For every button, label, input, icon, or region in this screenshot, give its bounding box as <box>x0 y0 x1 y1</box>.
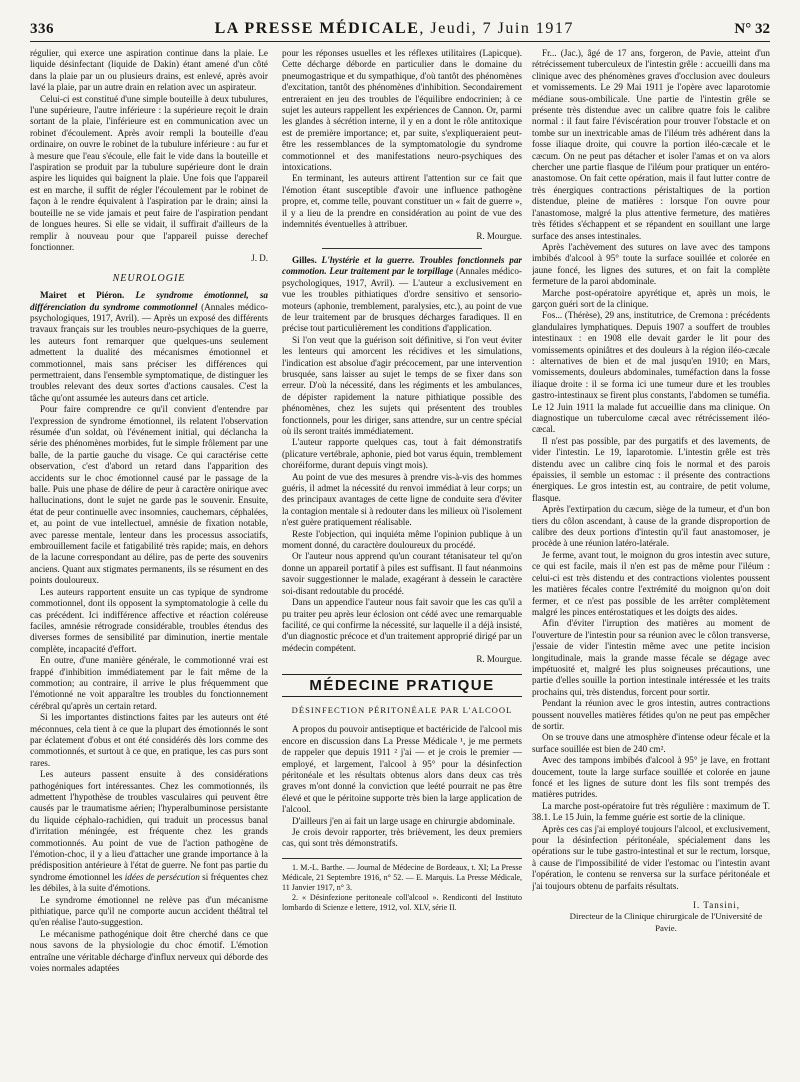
paragraph: D'ailleurs j'en ai fait un large usage en chirurgie abdominale. <box>292 815 515 826</box>
journal-title-line <box>215 20 574 38</box>
paragraph: Le syndrome émotionnel ne relève pas d'un mécanisme pithiatique, parce qu'il ne comporte aucun accident théâtral tel qu'en réalise l'auto-suggestion. <box>30 894 268 928</box>
author-role: Directeur de la Clinique chirurgicale de l'Université de Pavie. <box>569 911 763 933</box>
paragraph: Pour faire comprendre ce qu'il convient d'entendre par l'expression de syndrome émotionnel, ils relatent l'observation résumée d'un soldat, où l'événement initial, qui déclancha la série des phénomènes morbides, fut le simple frôlement par une balle, de la partie gauche du visage. Ce qui caractérise cette observation, c'est d'abord un retard dans l'apparition des accidents sur le choc émotionnel causé par le passage de la balle. Puis une phase de délire de peur à caractère onirique avec hallucinations, dont le sujet ne garde pas le souvenir. Ensuite, état de peur continuelle avec insomnies, cauchemars, céphalées, et, au point de vue intellectuel, amnésie de fixation notable, avec paresse mentale, lenteur dans les processus associatifs, embrouillement facile et fatigabilité très rapide; mais, en dehors de la lacune correspondant au délire, pas de perte des souvenirs anciens. Quant aux stigmates permanents, ils se résument en des points douloureux. <box>30 404 268 586</box>
article-heading: DÉSINFECTION PÉRITONÉALE PAR L'ALCOOL <box>291 704 513 715</box>
article-authors: Mairet et Piéron. <box>40 290 125 301</box>
paragraph: Fos... (Thérèse), 29 ans, institutrice, de Cremona : précédents glandulaires lymphatiques. Depuis 1907 a souffert de troubles intestinaux : en 1908 elle devait garder le lit pour des vomissements opiniâtres et des douleurs à la région iléo-cæcale : alternatives de bien et de mal jusqu'en 1910; en Mars, vomissements, douleurs abdominales, tuméfaction dans la fosse iliaque droite : il se forma ici une tumeur dure et les troubles gastro-intestinaux se firent plus constants, l'abdomen se tuméfia. Le 12 Juin 1911 la malade fut accueillie dans ma clinique. On diagnostique un tuberculome cæcal avec rétrécissement iléo-cæcal. <box>532 310 770 435</box>
author-signature <box>532 900 770 934</box>
paragraph: régulier, qui exerce une aspiration continue dans la plaie. Le liquide désinfectant (liquide de Dakin) étant amené d'un côté dans la plaie par un ou plusieurs drains, est enlevé, après avoir lavé la plaie, par un autre drain en relation avec un aspirateur. <box>30 48 268 93</box>
paragraph: Pendant la réunion avec le gros intestin, autres contractions poussent nouvelles matières fétides qu'on ne peut pas empêcher de sortir. <box>532 698 770 731</box>
issue-number: N° 32 <box>734 21 770 37</box>
paragraph: Après ces cas j'ai employé toujours l'alcool, et exclusivement, pour la désinfection péritonéale, spécialement dans les opérations sur le tube gastro-intestinal et sur le rectum, lorsque, à cause de l'impossibilité de vider l'estomac ou l'intestin avant l'opération, le contenu se renversa sur la surface péritonéale et j'ai toujours obtenu de parfaits résultats. <box>532 823 770 891</box>
paragraph: Le mécanisme pathogénique doit être cherché dans ce que nous savons de la physiologie du choc émotif. L'émotion entraîne une véritable décharge d'influx nerveux qui déborde des voies normales adaptées <box>30 928 268 974</box>
journal-name: LA PRESSE MÉDICALE <box>214 20 420 37</box>
section-banner: MÉDECINE PRATIQUE <box>282 674 522 697</box>
paragraph: Je ferme, avant tout, le moignon du gros intestin avec suture, ce qui est facile, mais il n'en est pas de même pour l'iléum : celui-ci est très distendu et des contractions violentes poussent les matières fécales contre l'extrémité du moignon qu'on doit fermer, et ce n'est pas possible de les arrêter complètement malgré les pinces entérostatiques et les doigts des aides. <box>532 549 770 617</box>
paragraph: Marche post-opératoire apyrétique et, après un mois, le garçon guéri sort de la clinique. <box>532 287 770 309</box>
footnote: 2. « Désinfezione peritoneale coll'alcool ». Rendiconti del Instituto lombardo di Scienze e lettere, 1912, vol. XLV, série II. <box>282 892 522 912</box>
footnote: 1. M.-L. Barthe. — Journal de Médecine de Bordeaux, t. XI; La Presse Médicale, 21 Septembre 1916, n° 52. — E. Marquis. La Presse Médicale, 11 Janvier 1917, n° 3. <box>282 862 522 892</box>
paragraph: L'auteur rapporte quelques cas, tout à fait démonstratifs (plicature vertébrale, aphonie, pied bot varus équin, tremblement choréiforme, durant depuis vingt mois). <box>282 437 522 471</box>
paragraph: Dans un appendice l'auteur nous fait savoir que les cas qu'il a pu traiter peu après leur éclosion ont cédé avec une remarquable facilité, ce qui confirme la nécessité, sur laquelle il a déjà insisté, d'un diagnostic précoce et d'un traitement approprié dirigé par un médecin compétent. <box>282 597 522 653</box>
article-intro <box>30 290 268 404</box>
paragraph: Reste l'objection, qui inquiéta même l'opinion publique à un moment donné, du caractère douloureux du procédé. <box>282 528 522 551</box>
paragraph: Avec des tampons imbibés d'alcool à 95° je lave, en frottant doucement, toute la large surface souillée et colorée en jaune foncé et les lignes de suture dont les fils sont trempés des matières putrides. <box>532 755 770 800</box>
signature: R. Mourgue. <box>476 654 522 665</box>
column-2 <box>282 48 522 1070</box>
article-title: L'hystérie et la guerre. Troubles fonctionnels par commotion. Leur traitement par le torpillage <box>282 254 522 277</box>
paragraph: Les auteurs rapportent ensuite un cas typique de syndrome commotionnel, dont ils opposent la symptomatologie à celle du cas précédent. Ici indifférence affective et réaction coléreuse faciles, amnésie rétrograde considérable, troubles étendus des diverses formes de sensibilité par diminution, inertie mentale complète, incapacité d'effort. <box>30 586 268 654</box>
page-header <box>30 16 770 42</box>
paragraph: Je crois devoir rapporter, très brièvement, les deux premiers cas, qui sont très démonstratifs. <box>282 827 522 849</box>
paragraph: Après l'achèvement des sutures on lave avec des tampons imbibés d'alcool à 95° toute la surface souillée et colorée en jaune foncé, les lignes des sutures, et on fait la complète fermeture de la paroi abdominale. <box>532 241 770 287</box>
paragraph: pour les réponses usuelles et les réflexes utilitaires (Lapicque). Cette décharge déborde en particulier dans le domaine du pneumogastrique et du sympathique, d'où tantôt des phénomènes d'excitation, tantôt des phénomènes d'inhibition. Secondairement entreraient en jeu des troubles de l'équilibre endocrinien; à ce sujet les auteurs rappellent les expériences de Cannon. Or, parmi les glandes à sécrétion interne, il y en a dont le rôle antitoxique est de première importance; et, par suite, s'expliqueraient peut-être les ressemblances de la symptomatologie du syndrome commotionnel et des manifestations neuro-psychiques des intoxications. <box>282 48 522 173</box>
paragraph: Si l'on veut que la guérison soit définitive, si l'on veut éviter les lenteurs qui amorcent les récidives et les simulations, l'indication est absolue d'agir précocement, par une intervention brusquée, sans laisser au sujet le temps de se fixer dans son erreur. D'où la nécessité, dans les régiments et les ambulances, de dépister rapidement la nature pithiatique possible des phénomènes, chez les sujets qui présentent des troubles fonctionnels, pour les diriger, sans attendre, sur un centre spécial où ils seront traités immédiatement. <box>282 334 522 436</box>
paragraph: En outre, d'une manière générale, le commotionné vrai est frappé d'inhibition immédiatement par le fait même de la commotion; au contraire, il arrive le plus fréquemment que l'émotionné ne voit apparaître les troubles du fonctionnement cérébral qu'après un certain retard. <box>30 655 268 711</box>
article-reference: (Annales médico-psychologiques, 1917, Avril). — L'auteur a exclusivement en vue les troubles pithiatiques d'ordre sensitivo et sensorio-moteurs (aphonie, tremblement, paralysies, etc.), au point de vue de leur traitement par de brusques décharges faradiques. Il en précise tout particulièrement les conditions d'application. <box>282 266 522 334</box>
column-3 <box>532 48 770 1070</box>
paragraph: La marche post-opératoire fut très régulière : maximum de T. 38.1. Le 15 Juin, la femme guérie est sortie de la clinique. <box>532 800 770 823</box>
paragraph: A propos du pouvoir antiseptique et bactéricide de l'alcool mis encore en discussion dans La Presse Médicale ¹, je me permets de rappeler que depuis 1911 ² j'ai — et je crois le premier — employé, et largement, l'alcool à 95° pour la désinfection péritonéale et les résultats obtenus alors dans deux cas très graves m'ont donné la conviction que leété pourrait ne pas être élevé et que le péritoine supporte très bien la large application de l'alcool. <box>282 724 522 815</box>
author-name: I. Tansini, <box>693 900 740 911</box>
paragraph: Après l'extirpation du cæcum, siège de la tumeur, et d'un bon tiers du côlon ascendant, à cause de la grande disproportion de calibre des deux portions d'intestin qu'il faut anastomoser, je procède à une réunion latéro-latérale. <box>532 504 770 549</box>
paragraph: Il n'est pas possible, par des purgatifs et des lavements, de vider l'intestin. Le 19, laparotomie. L'intestin grêle est très distendu avec un calibre cinq fois le normal et des parois épaissies, il semble un estomac : il présente des contractions énergiques. Le gros intestin est, au contraire, de petit volume, flasque. <box>532 435 770 503</box>
signature: R. Mourgue. <box>476 230 522 241</box>
column-1 <box>30 48 268 1070</box>
article-authors: Gilles. <box>292 254 317 265</box>
article-reference: (Annales médico-psychologiques, 1917, Avril). — Après un exposé des différents travaux français sur les troubles neuro-psychiques de la guerre, les auteurs font remarquer que quelques-uns seulement admettent la dualité des mécanismes émotionnel et commotionnel, mais sans préciser les différences qui permettraient, dans l'ensemble symptomatique, de distinguer les troubles relevant des deux sortes d'actions causales. C'est la tâche qu'ont assumée les auteurs dans cet article. <box>30 301 268 403</box>
paragraph: Si les importantes distinctions faites par les auteurs ont été méconnues, cela tient à ce que la plupart des émotionnés le sont par éclatement d'obus et ont été considérés dès lors comme des commotionnés, et surtout à ce que, en pratique, les cas purs sont rares. <box>30 712 268 768</box>
article-intro <box>282 255 522 335</box>
paragraph: Fr... (Jac.), âgé de 17 ans, forgeron, de Pavie, atteint d'un rétrécissement tuberculeux de l'intestin grêle : accueilli dans ma clinique avec des phénomènes graves d'occlusion avec douleurs et vomissements. Le 29 Mai 1911 je l'opère avec laparotomie médiane sous-ombilicale. Une partie de l'intestin grêle se présente très distendue avec un calibre quatre fois le calibre normal : il faut faire l'éviscération pour trouver l'obstacle et on tombe sur un inextricable amas de l'iléum très adhérent dans la fosse iliaque droite, qui couvre la portion iléo-cæcale et le cæcum. On ne peut pas détacher et isoler l'amas et on va alors chercher une partie flasque de l'iléum pour pratiquer un entéro-anastomose. On fait cette opération, mais il faut lutter contre de très énergiques contractions péristaltiques de la portion distendue, pleine de matières : lorsque l'on ouvre pour l'anastomose, malgré la plus attentive fermeture, des matières très fétides s'échappent et se répandent en souillant une large surface des anses intestinales. <box>532 48 770 241</box>
paragraph: On se trouve dans une atmosphère d'intense odeur fécale et la surface souillée est bien de 240 cm². <box>532 732 770 754</box>
section-heading: NEUROLOGIE <box>112 272 186 284</box>
paragraph: Celui-ci est constitué d'une simple bouteille à deux tubulures, l'une supérieure, l'autre inférieure : la supérieure reçoit le drain sortant de la plaie, l'inférieure est en communication avec un robinet d'écoulement. Après avoir rempli la bouteille d'eau ordinaire, on ouvre le robinet de la tubulure inférieure : au fur et à mesure que l'eau s'écoule, elle fait le vide dans la bouteille et l'aspiration se produit par la tubulure supérieure dont le drain aspire les liquides qui baignent la plaie. Une fois que l'appareil est en marche, il suffit de régler l'écoulement par le robinet de façon à le rendre équivalent à l'aspiration par le drain; ainsi la bouteille ne se vide jamais et peut faire de l'aspiration pendant de longues heures. Si elle se vidait, il suffirait d'ailleurs de la remplir à nouveau pour que l'appareil puisse derechef fonctionner. <box>30 93 268 252</box>
issue-date: , Jeudi, 7 Juin 1917 <box>419 20 574 37</box>
footnotes <box>282 858 522 913</box>
signature: J. D. <box>251 253 268 264</box>
page-number: 336 <box>30 21 54 37</box>
paragraph: Afin d'éviter l'irruption des matières au moment de l'ouverture de l'intestin pour sa réunion avec le côlon transverse, j'essaie de vider l'intestin même avec une petite incision longitudinale, mais la grande masse fécale se dégage avec impétuosité et, malgré les plus soigneuses précautions, une partie d'elles souille la portion intestinale intéressée et les traits prochains qui, très distendus, forcent pour sortir. <box>532 618 770 697</box>
paragraph: Au point de vue des mesures à prendre vis-à-vis des hommes guéris, il admet la nécessité du renvoi immédiat à leur corps; un des principaux avantages de cette ligne de conduite sera d'éviter la contagion mentale si à redouter dans les milieux où l'isolement n'est guère pratiquement réalisable. <box>282 471 522 528</box>
article-divider <box>322 248 482 249</box>
article-title: Le syndrome émotionnel, sa différenciation du syndrome commotionnel <box>30 290 268 312</box>
paragraph: En terminant, les auteurs attirent l'attention sur ce fait que l'émotion étant susceptible d'avoir une influence pathogène propre, et, comme telle, pouvant constituer un « fait de guerre », il y a lieu de la prendre en considération au point de vue des indemnités éventuelles à attribuer. <box>282 173 522 230</box>
paragraph: Or l'auteur nous apprend qu'un courant tétanisateur tel qu'on donne un appareil portatif à piles est suffisant. Il faut néanmoins savoir suggestionner le malade, exagérant à dessein le caractère soi-disant redoutable du procédé. <box>282 551 522 596</box>
paragraph: Les auteurs passent ensuite à des considérations pathogéniques fort intéressantes. Chez les commotionnés, ils admettent l'hypothèse de troubles vasculaires qui peuvent être causés par le traumatisme aérien; l'hyperalbuminose persistante du liquide céphalo-rachidien, qui traduit un processus banal d'irritation méningée, est fréquente chez les grands commotionnés. Au point de vue de l'action pathogène de l'émotion-choc, il y a lieu d'attacher une grande importance à la prédisposition antérieure à l'état de guerre. Ne font pas partie du syndrome émotionnel les idées de persécution si fréquentes chez les débiles, à la suite d'émotions. <box>30 769 268 894</box>
emphasis: idées de persécution <box>124 871 200 882</box>
